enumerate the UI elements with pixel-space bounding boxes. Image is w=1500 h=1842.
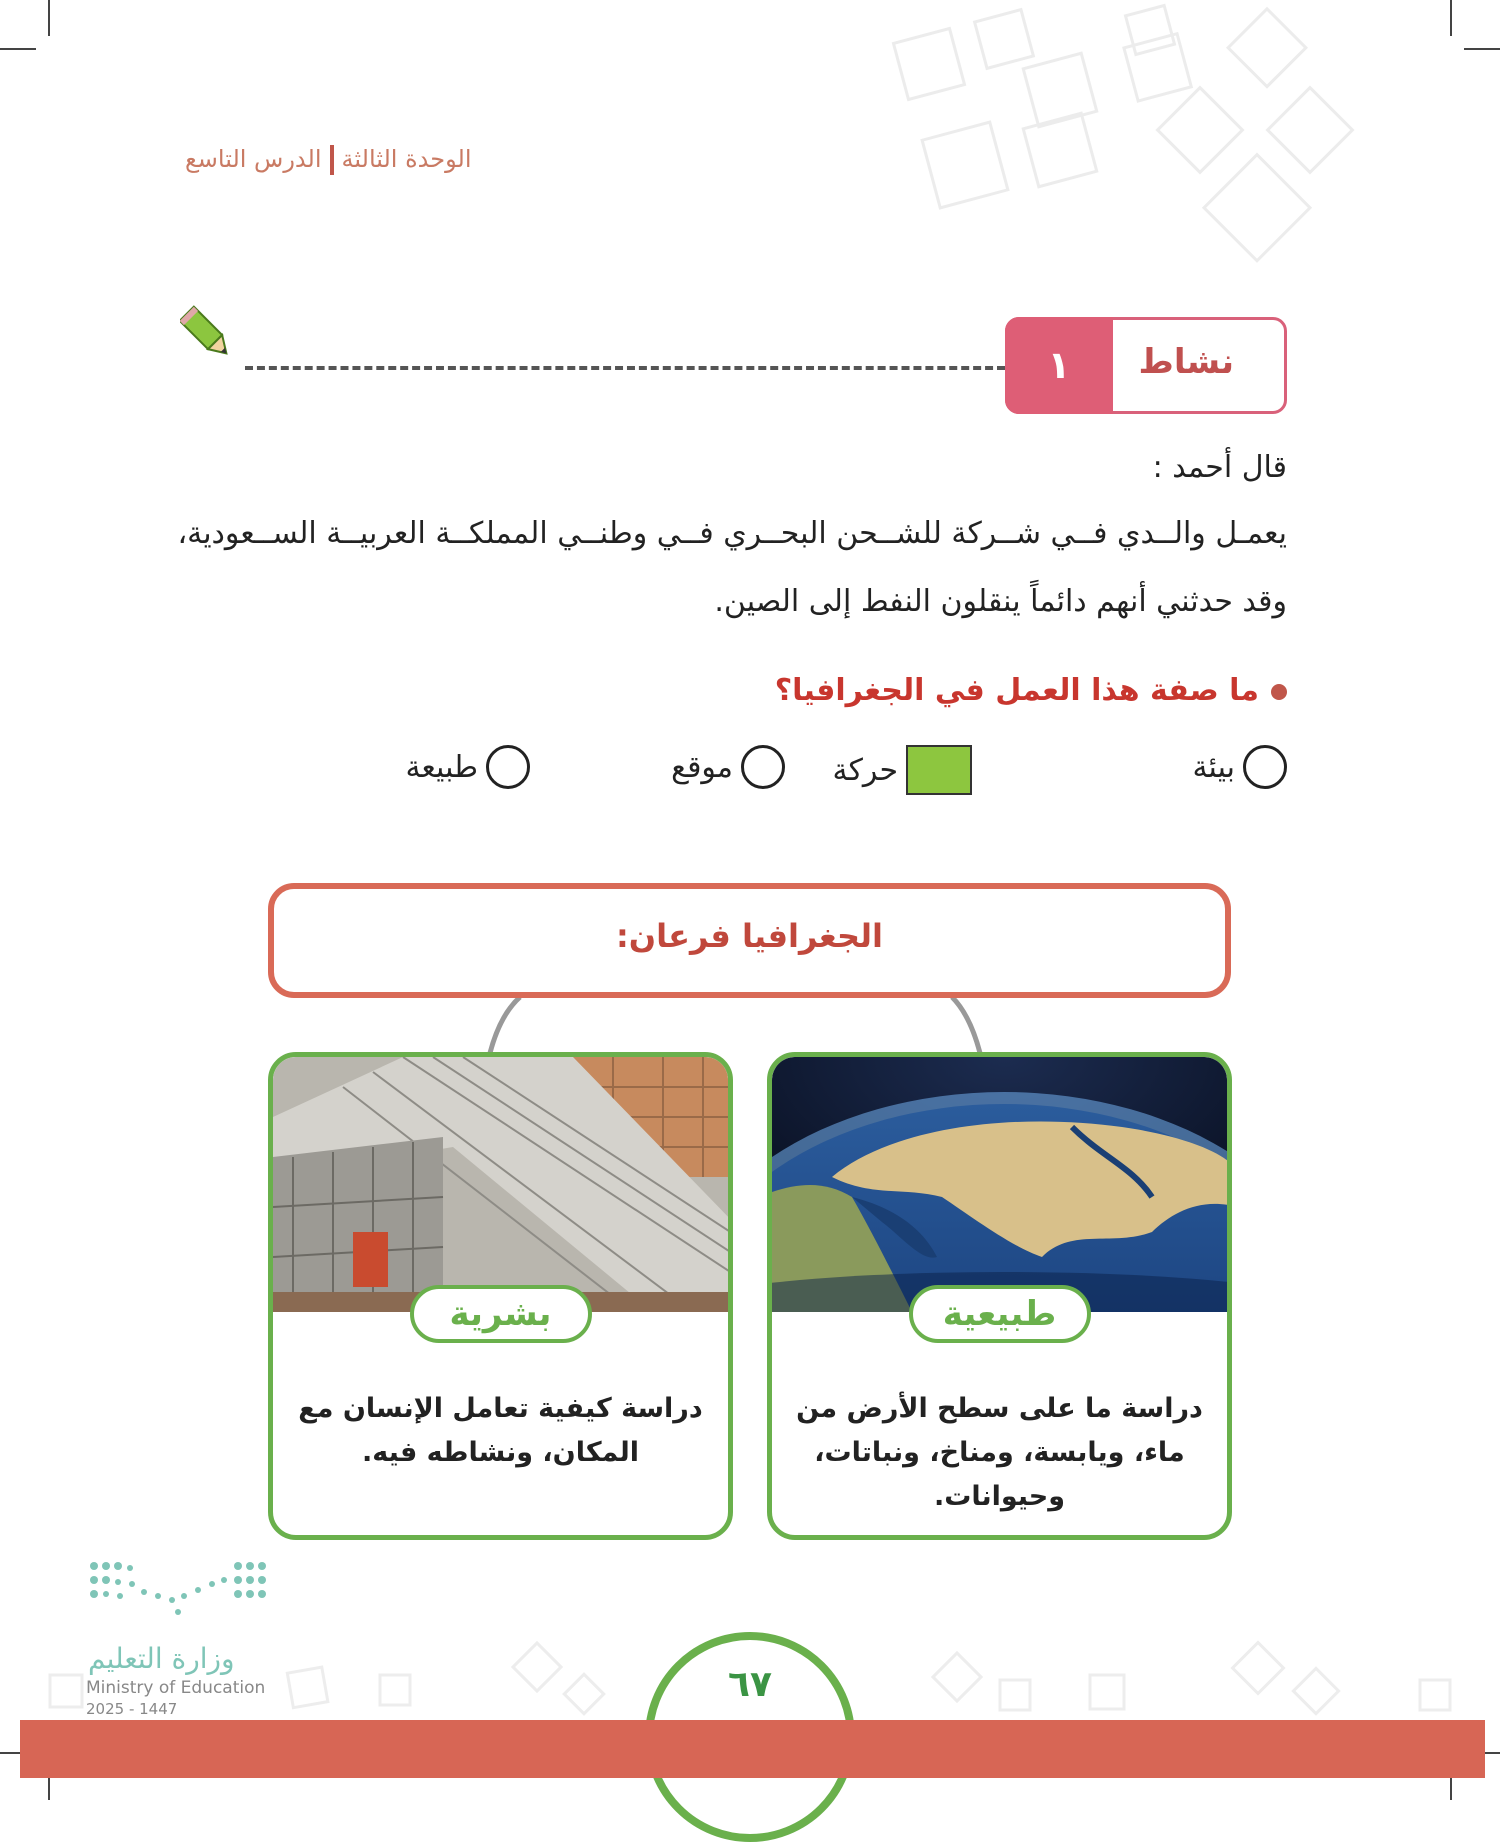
paragraph-line-1: يعمـل والــدي فــي شــركة للشــحن البحــري فــي وطنــي المملكــة العربيــة الســعودية، [177,516,1287,551]
crop-mark [1450,0,1452,36]
physical-title: طبيعية [909,1285,1091,1343]
question [775,673,1287,708]
radio-circle[interactable] [741,745,785,789]
bullet-icon [1271,684,1287,700]
unit-label: الوحدة الثالثة [341,145,472,173]
speaker-intro: قال أحمد : [1152,450,1287,485]
dashed-line [245,366,1005,370]
earth-image [772,1057,1227,1312]
ministry-name-en: Ministry of Education [86,1678,266,1698]
option-nature[interactable] [405,745,530,789]
decorative-pattern [880,0,1440,280]
radio-circle[interactable] [1243,745,1287,789]
option-label: بيئة [1192,749,1235,785]
option-label: حركة [832,752,898,788]
option-movement[interactable] [833,745,972,795]
option-environment[interactable] [1192,745,1287,789]
branches-title-box [268,883,1231,998]
option-location[interactable] [671,745,785,789]
card-physical [767,1052,1232,1540]
human-title: بشرية [410,1285,592,1343]
page-header [185,145,472,175]
lesson-label: الدرس التاسع [185,145,322,173]
pencil-icon [180,305,236,365]
selected-answer-box[interactable] [906,745,972,795]
page-number: ٦٧ [728,1664,772,1705]
human-description: دراسة كيفية تعامل الإنسان مع المكان، ونشاطه فيه. [298,1393,703,1468]
ministry-name-ar: وزارة التعليم [88,1642,235,1675]
header-divider [330,145,334,175]
railway-image [273,1057,728,1312]
branches-title: الجغرافيا فرعان: [616,917,883,955]
option-label: موقع [671,749,733,785]
activity-box [1005,317,1287,414]
crop-mark [0,48,36,50]
ministry-logo-icon [88,1560,268,1620]
physical-description: دراسة ما على سطح الأرض من ماء، ويابسة، ومناخ، ونباتات، وحيوانات. [796,1393,1203,1512]
activity-number: ١ [1005,317,1113,414]
card-human [268,1052,733,1540]
crop-mark [1464,48,1500,50]
paragraph-line-2: وقد حدثني أنهم دائماً ينقلون النفط إلى الصين. [714,584,1287,619]
footer-bar [20,1720,1485,1778]
ministry-year: 2025 - 1447 [86,1700,178,1718]
activity-label: نشاط [1138,342,1234,382]
connector-lines [460,995,1020,1055]
option-label: طبيعة [405,749,478,785]
crop-mark [48,0,50,36]
question-text: ما صفة هذا العمل في الجغرافيا؟ [774,673,1259,708]
radio-circle[interactable] [486,745,530,789]
